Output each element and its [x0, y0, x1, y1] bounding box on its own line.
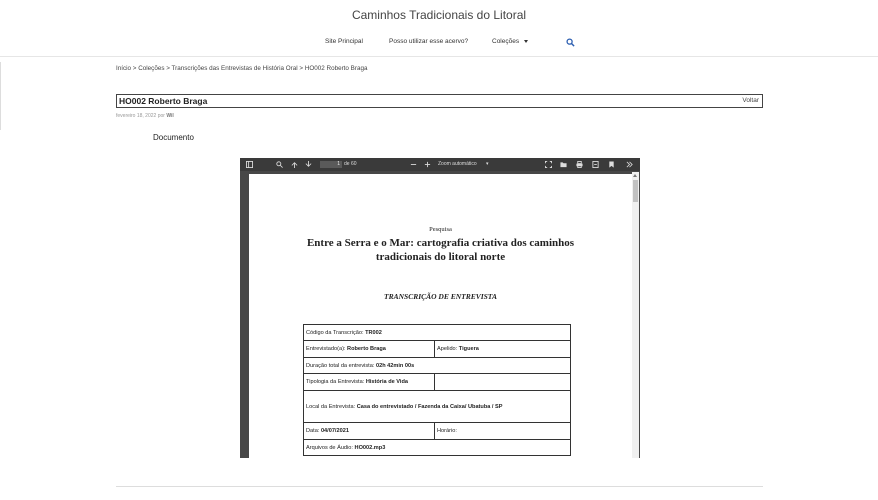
- table-cell: [304, 341, 435, 358]
- nav-item-colecoes[interactable]: [492, 38, 528, 45]
- table-row: [304, 423, 571, 440]
- back-link[interactable]: Voltar: [742, 97, 759, 104]
- breadcrumb[interactable]: Início > Coleções > Transcrições das Entrevistas de História Oral > HO002 Roberto Braga: [116, 65, 368, 72]
- zoom-select-value: Zoom automático: [438, 161, 477, 167]
- bookmark-icon[interactable]: [608, 161, 615, 168]
- previous-page-icon[interactable]: [291, 161, 298, 168]
- doc-pesquisa: Pesquisa: [429, 226, 452, 233]
- tipologia-value: História de Vida: [365, 379, 408, 385]
- presentation-mode-icon[interactable]: [545, 161, 552, 168]
- table-cell: [435, 374, 571, 391]
- table-cell: [304, 374, 435, 391]
- table-cell: [435, 341, 571, 358]
- next-page-icon[interactable]: [305, 161, 312, 168]
- search-icon[interactable]: [566, 38, 575, 47]
- nav-item-site-principal[interactable]: Site Principal: [325, 38, 363, 45]
- post-date: fevereiro 18, 2022 por: [116, 113, 165, 119]
- nav-item-posso-utilizar[interactable]: Posso utilizar esse acervo?: [389, 38, 469, 45]
- site-title[interactable]: Caminhos Tradicionais do Litoral: [351, 8, 527, 22]
- sidebar-toggle-icon[interactable]: [246, 161, 253, 168]
- page-number-input[interactable]: 1: [320, 161, 342, 168]
- apelido-label: Apelido:: [437, 346, 458, 352]
- local-label: Local da Entrevista:: [306, 403, 356, 410]
- doc-title-line-2: tradicionais do litoral norte: [375, 251, 506, 263]
- pdf-viewer[interactable]: [240, 158, 640, 458]
- local-value: Casa do entrevistado / Fazenda da Caixa/ Ubatuba / SP: [356, 403, 503, 410]
- table-cell: [435, 423, 571, 440]
- table-row: [304, 440, 571, 456]
- print-icon[interactable]: [576, 161, 583, 168]
- pdf-page: [249, 174, 632, 458]
- arquivos-label: Arquivos de Áudio:: [306, 444, 353, 451]
- page-title: HO002 Roberto Braga: [119, 96, 208, 106]
- table-row: [304, 391, 571, 423]
- horario-label: Horário:: [437, 428, 457, 434]
- left-edge-line: [0, 62, 1, 130]
- table-row: [304, 325, 571, 341]
- duracao-value: 02h 42min 00s: [375, 362, 415, 369]
- find-icon[interactable]: [276, 161, 283, 168]
- open-file-icon[interactable]: [560, 161, 567, 168]
- post-author[interactable]: Wil: [166, 113, 174, 119]
- table-row: [304, 374, 571, 391]
- table-row: [304, 358, 571, 374]
- scroll-thumb[interactable]: [633, 180, 638, 202]
- zoom-dropdown-icon: ▾: [486, 161, 489, 167]
- data-value: 04/07/2021: [320, 428, 349, 434]
- pdf-toolbar: [240, 158, 640, 171]
- entrevistado-label: Entrevistado(a):: [306, 346, 346, 352]
- table-cell: [304, 358, 571, 374]
- entrevistado-value: Roberto Braga: [347, 346, 386, 352]
- table-cell: [304, 440, 571, 456]
- duracao-label: Duração total da entrevista:: [306, 362, 375, 369]
- download-icon[interactable]: [592, 161, 599, 168]
- scroll-up-arrow-icon[interactable]: [633, 174, 637, 177]
- post-title-box: [116, 94, 763, 108]
- data-label: Data:: [306, 428, 320, 434]
- page-total: de 60: [344, 161, 357, 167]
- doc-title-line-1: Entre a Serra e o Mar: cartografia criativa dos caminhos: [306, 237, 575, 249]
- table-row: [304, 341, 571, 358]
- table-cell: [304, 325, 571, 341]
- section-label: Documento: [153, 133, 194, 142]
- pdf-scrollbar[interactable]: [632, 172, 639, 458]
- arquivos-value: HO002.mp3: [354, 444, 386, 451]
- nav-item-colecoes-label: Coleções: [492, 38, 520, 45]
- chevron-down-icon: [524, 40, 528, 43]
- zoom-select[interactable]: [438, 161, 489, 167]
- transcription-form-table: [303, 324, 571, 456]
- doc-heading: TRANSCRIÇÃO DE ENTREVISTA: [384, 292, 497, 301]
- zoom-out-icon[interactable]: [410, 161, 417, 168]
- post-meta: [116, 113, 174, 119]
- tools-menu-icon[interactable]: [626, 161, 633, 168]
- header-divider: [0, 56, 878, 57]
- table-cell: [304, 391, 571, 423]
- zoom-in-icon[interactable]: [424, 161, 431, 168]
- apelido-value: Tiguera: [458, 346, 479, 352]
- codigo-value: TR002: [365, 329, 382, 336]
- table-cell: [304, 423, 435, 440]
- tipologia-label: Tipologia da Entrevista:: [306, 379, 365, 385]
- footer-divider: [116, 486, 763, 487]
- codigo-label: Código da Transcrição:: [306, 329, 364, 336]
